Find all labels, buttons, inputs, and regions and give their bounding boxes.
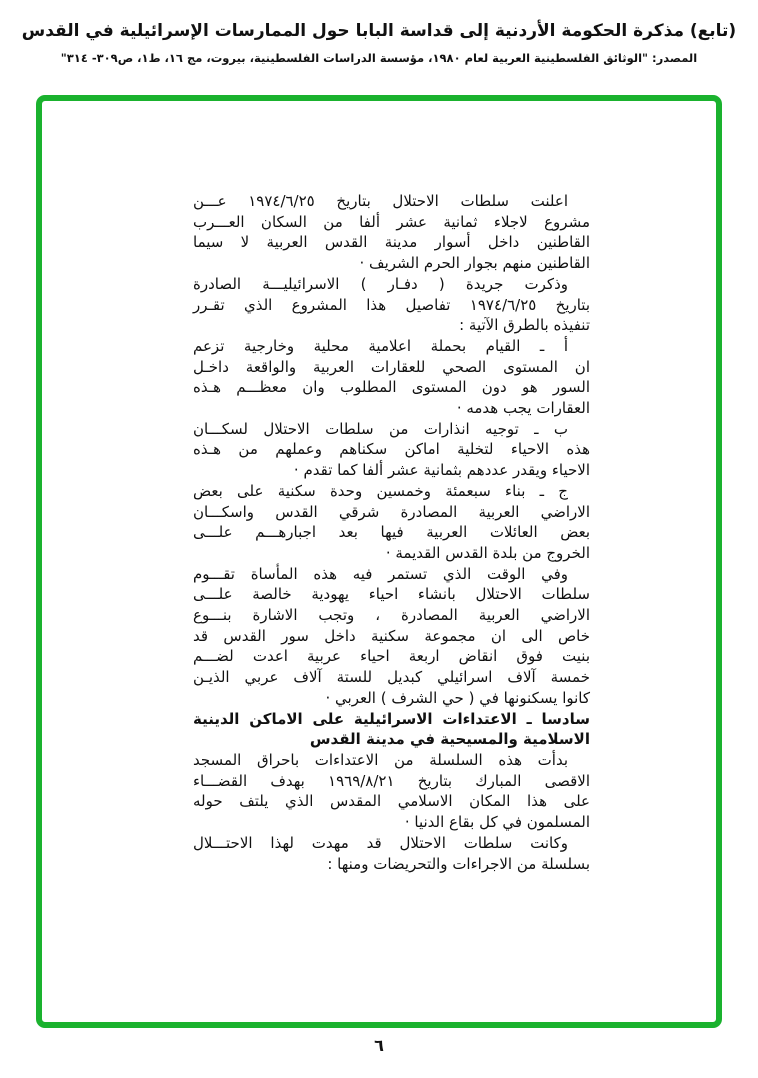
paragraph-davar-newspaper: وذكرت جريدة ( دفـار ) الاسرائيليـــة الصادرة بتاريخ ١٩٧٤/٦/٢٥ تفاصيل هذا المشروع الذي تقـرر تنفيذه بالطرق الآتية :: [193, 274, 591, 335]
document-title: (تابع) مذكرة الحكومة الأردنية إلى قداسة البابا حول الممارسات الإسرائيلية في القدس: [21, 21, 737, 41]
paragraph-eviction-announcement: اعلنت سلطات الاحتلال بتاريخ ١٩٧٤/٦/٢٥ عـــن مشروع لاجلاء ثمانية عشر ألفا من السكان العـــرب القاطنين داخل أسوار مدينة القدس العربية لا سيما القاطنين منهم بجوار الحرم الشريف ·: [193, 192, 590, 273]
source-citation: المصدر: "الوثائق الفلسطينية العربية لعام ١٩٨٠، مؤسسة الدراسات الفلسطينية، بيروت، مج ١٦، ط١، ص٣٠٩- ٣١٤": [60, 51, 698, 65]
section-heading-sixth: سادسا ـ الاعتداءات الاسرائيلية على الاماكن الدينية الاسلامية والمسيحية في مدينة القدس: [193, 709, 590, 749]
document-header: [18, 20, 740, 65]
paragraph-item-b: ب ـ توجيه انذارات من سلطات الاحتلال لسكـــان هذه الاحياء لتخلية اماكن سكناهم وعملهم من هـذه الاحياء ويقدر عددهم بثمانية عشر ألفا كما تقدم ·: [193, 419, 590, 480]
paragraph-aqsa-fire: بدأت هذه السلسلة من الاعتداءات باحراق المسجد الاقصى المبارك بتاريخ ١٩٦٩/٨/٢١ بهدف القضـــاء على هذا المكان الاسلامي المقدس الذي يلتف حوله المسلمون في كل بقاع الدنيا ·: [193, 750, 590, 832]
document-body: [193, 191, 590, 874]
paragraph-item-c: ج ـ بناء سبعمئة وخمسين وحدة سكنية على بعض الاراضي العربية المصادرة شرقي القدس واسكـــان بعض العائلات العربية فيها بعد اجبارهـــم علـــى الخروج من بلدة القدس القديمة ·: [193, 481, 590, 562]
paragraph-jewish-quarters: وفي الوقت الذي تستمر فيه هذه المأساة تقـــوم سلطات الاحتلال بانشاء احياء يهودية خالصة علـــى الاراضي العربية المصادرة ، وتجب الاشارة بنـــوع خاص الى ان مجموعة سكنية داخل سور القدس قد بنيت فوق انقاض اربعة احياء عربية اعدت لضـــم خمسة آلاف اسرائيلي كبديل للستة آلاف عربي الذيـن كانوا يسكنونها في ( حي الشرف ) العربي ·: [193, 564, 590, 707]
paragraph-preparatory-measures: وكانت سلطات الاحتلال قد مهدت لهذا الاحتـــلال بسلسلة من الاجراءات والتحريضات ومنها :: [193, 833, 590, 873]
page-number: ٦: [374, 1036, 384, 1055]
paragraph-item-a: أ ـ القيام بحملة اعلامية محلية وخارجية تزعم ان المستوى الصحي للعقارات العربية والواقعة داخـل السور هو دون المستوى المطلوب وان معظـــم هـذه العقارات يجب هدمه ·: [193, 336, 590, 418]
